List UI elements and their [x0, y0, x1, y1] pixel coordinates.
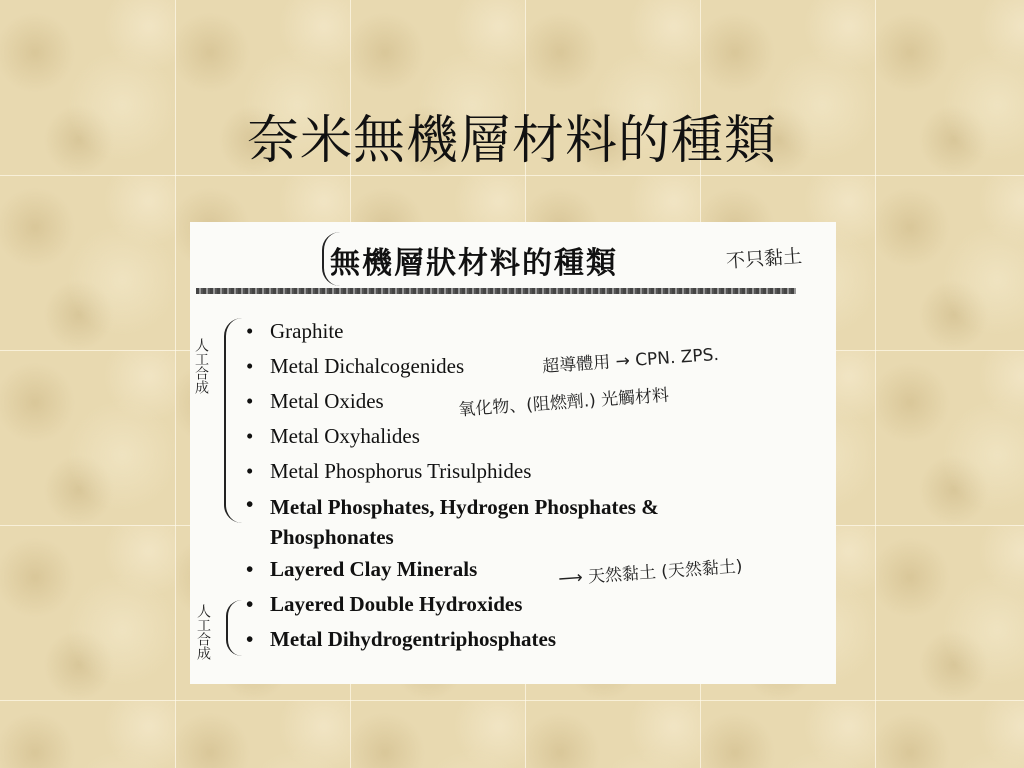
list-item: • Metal Phosphorus Trisulphides [246, 459, 532, 483]
annotation-oxides: 氧化物、(阻燃劑.) 光觸材料 [457, 385, 670, 421]
side-annotation-top: 人工合成 [193, 338, 209, 394]
scanned-image [190, 222, 836, 684]
tile-divider [0, 700, 1024, 701]
list-item: • Metal Phosphates, Hydrogen Phosphates & Phosphonates [246, 492, 659, 549]
list-item: • Metal Oxyhalides [246, 424, 420, 448]
heading-rule [196, 288, 796, 294]
left-brace-top [224, 318, 242, 523]
list-item: • Layered Double Hydroxides [246, 592, 523, 616]
annotation-dichalcogenides: 超導體用 → CPN. ZPS. [541, 344, 720, 378]
heading-annotation: 不只黏土 [725, 245, 803, 273]
annotation-clay: ⟶ 天然黏土 (天然黏土) [557, 556, 744, 590]
tile-divider [0, 175, 1024, 176]
list-item: • Layered Clay Minerals [246, 557, 478, 581]
list-item: • Metal Dichalcogenides [246, 354, 465, 378]
list-item: • Graphite [246, 319, 344, 343]
slide-title: 奈米無機層材料的種類 [246, 111, 777, 171]
materials-list [242, 314, 802, 657]
left-brace-bottom [226, 600, 242, 656]
side-annotation-bottom: 人工合成 [195, 604, 211, 660]
list-item: • Metal Dihydrogentriphosphates [246, 627, 557, 651]
scan-heading: 無機層狀材料的種類 [330, 246, 618, 281]
list-item: • Metal Oxides [246, 389, 384, 413]
